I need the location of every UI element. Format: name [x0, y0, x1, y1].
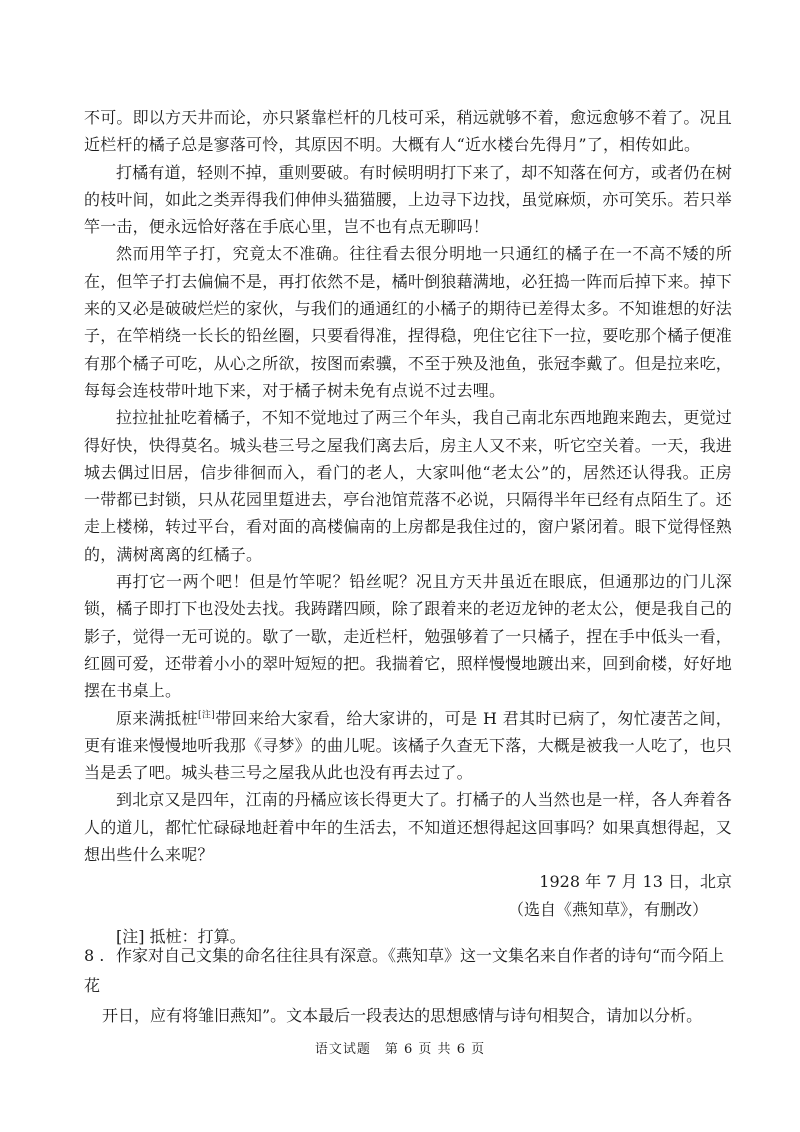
- reading-passage: [84, 104, 732, 950]
- question-text-2: 开日，应有将雏旧燕知”。文本最后一段表达的思想感情与诗句相契合，请加以分析。: [102, 1006, 703, 1025]
- footnote: [注] 抵桩：打算。: [116, 926, 246, 946]
- paragraph-7: 到北京又是四年，江南的丹橘应该长得更大了。打橘子的人当然也是一样，各人奔着各人的道儿，都忙忙碌碌地赶着中年的生活去，不知道还想得起这回事吗？如果真想得起，又想出些什么来呢？: [84, 790, 733, 865]
- paragraph-6-start: 原来满抵桩: [116, 708, 198, 728]
- paragraph-5: 再打它一两个吧！但是竹竿呢？铅丝呢？况且方天井虽近在眼底，但通那边的门儿深锁，橘子即打下也没处去找。我踌躇四顾，除了跟着来的老迈龙钟的老太公，便是我自己的影子，觉得一无可说的。歇了一歇，走近栏杆，勉强够着了一只橘子，捏在手中低头一看，红圆可爱，还带着小小的翠叶短短的把。我揣着它，照样慢慢地踱出来，回到俞楼，好好地摆在书桌上。: [84, 572, 733, 701]
- question-8: [84, 941, 732, 1031]
- paragraph-2: 打橘有道，轻则不掉，重则要破。有时候明明打下来了，却不知落在何方，或者仍在树的枝叶间，如此之类弄得我们伸伸头猫猫腰，上边寻下边找，虽觉麻烦，亦可笑乐。若只举竿一击，便永远恰好落在手底心里，岂不也有点无聊吗！: [84, 162, 733, 237]
- paragraph-4: 拉拉扯扯吃着橘子，不知不觉地过了两三个年头，我自己南北东西地跑来跑去，更觉过得好快，快得莫名。城头巷三号之屋我们离去后，房主人又不来，听它空关着。一天，我进城去偶过旧居，信步徘徊而入，看门的老人，大家叫他“老太公”的，居然还认得我。正房一带都已封锁，只从花园里踅进去，亭台池馆荒落不必说，只隔得半年已经有点陌生了。还走上楼梯，转过平台，看对面的高楼偏南的上房都是我住过的，窗户紧闭着。眼下觉得怪熟的，满树离离的红橘子。: [84, 408, 733, 564]
- question-text-1: 作家对自己文集的命名往往具有深意。《燕知草》这一文集名来自作者的诗句“而今陌上花: [84, 946, 725, 995]
- question-line-2: [84, 1001, 732, 1031]
- question-line-1: [84, 941, 732, 1001]
- paragraph-3: 然而用竿子打，究竟太不准确。往往看去很分明地一只通红的橘子在一不高不矮的所在，但竿子打去偏偏不是，再打依然不是，橘叶倒狼藉满地，必狂捣一阵而后掉下来。掉下来的又必是破破烂烂的家伙，与我们的通通红的小橘子的期待已差得太多。不知谁想的好法子，在竿梢绕一长长的铅丝圈，只要看得准，捏得稳，兜住它往下一拉，要吃那个橘子便准有那个橘子可吃，从心之所欲，按图而索骥，不至于殃及池鱼，张冠李戴了。但是拉来吃，每每会连枝带叶地下来，对于橘子树未免有点说不过去哩。: [84, 244, 733, 400]
- paragraph-6: [84, 705, 732, 787]
- question-number: 8 .: [84, 946, 105, 965]
- source-citation: （选自《燕知草》，有删改）: [507, 899, 708, 919]
- footnote-marker: [注]: [197, 710, 215, 721]
- paragraph-6-rest: 带回来给大家看，给大家讲的，可是 H 君其时已病了，匆忙凄苦之间，更有谁来慢慢地听我那《寻梦》的曲儿呢。该橘子久查无下落，大概是被我一人吃了，也只当是丢了吧。城头巷三号之屋我从此也没有再去过了。: [84, 708, 733, 783]
- paragraph-1: 不可。即以方天井而论，亦只紧靠栏杆的几枝可采，稍远就够不着，愈远愈够不着了。况且近栏杆的橘子总是寥落可怜，其原因不明。大概有人“近水楼台先得月”了，相传如此。: [84, 108, 733, 155]
- page-footer: 语文试题 第 6 页 共 6 页: [314, 1042, 486, 1057]
- dateline: 1928 年 7 月 13 日，北京: [539, 872, 732, 892]
